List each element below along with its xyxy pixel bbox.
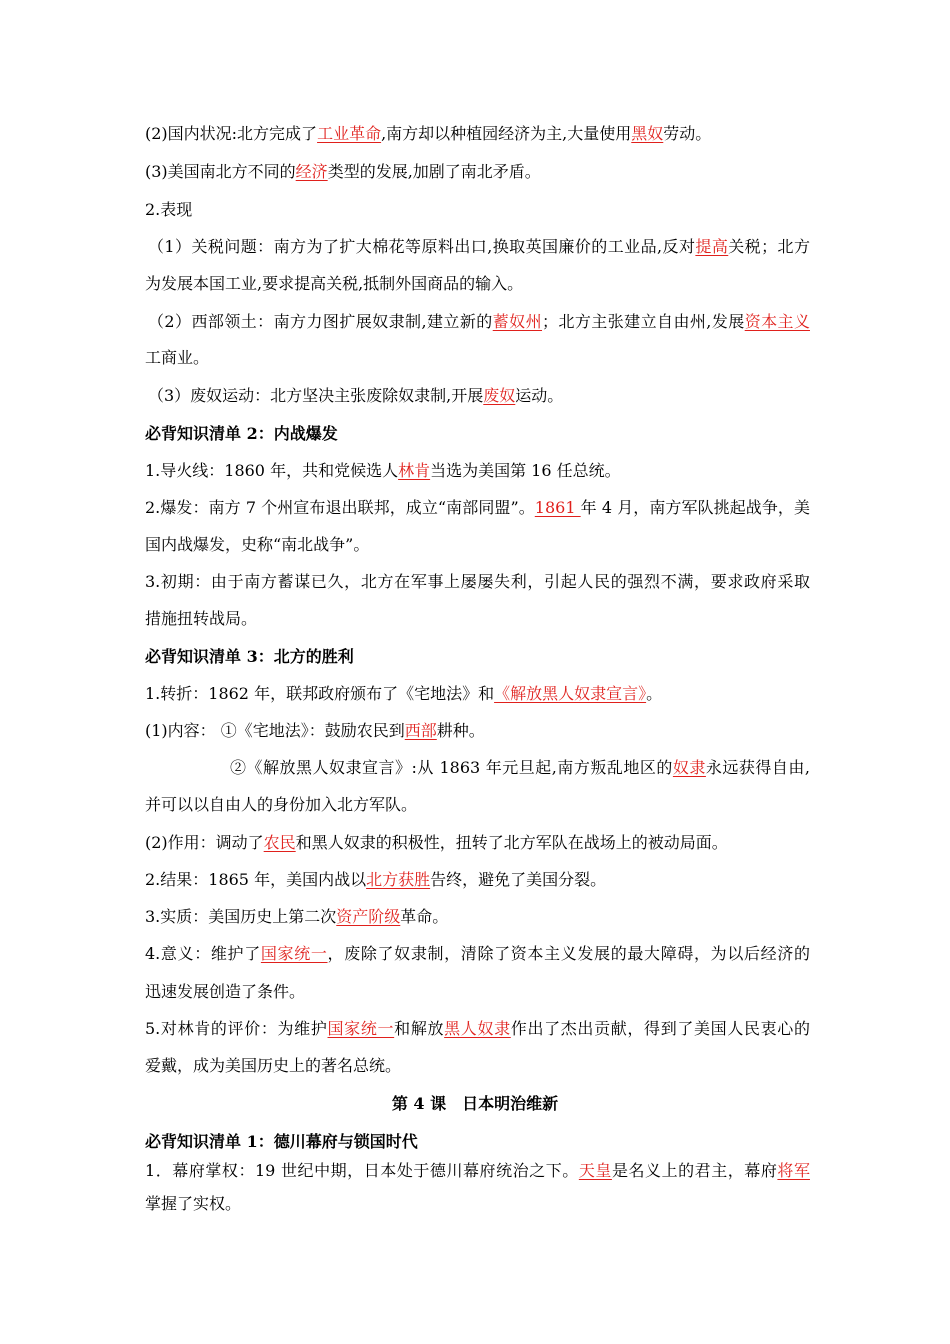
highlighted-term: 北方获胜 [366,870,431,889]
text-segment: 革命。 [400,907,449,926]
text-segment: 1.导火线：1860 年，共和党候选人 [145,461,399,480]
text-line [145,273,810,295]
text-line [145,720,810,742]
text-segment: 年 4 月，南方军队挑起战争，美 [580,498,810,517]
text-segment: 。 [646,684,663,703]
highlighted-term: 西部 [404,721,437,740]
highlighted-term: 经济 [295,162,328,181]
text-segment: （1）关税问题：南方为了扩大棉花等原料出口,换取英国廉价的工业品,反对 [148,237,696,256]
text-line [145,534,810,556]
text-segment: 1．幕府掌权：19 世纪中期，日本处于德川幕府统治之下。 [145,1161,579,1180]
text-segment: (2)作用：调动了 [145,833,264,852]
text-segment: 耕种。 [436,721,485,740]
text-segment: 措施扭转战局。 [145,609,258,628]
text-line [145,906,810,928]
text-segment: 4.意义：维护了 [145,944,261,963]
text-line [0,1093,950,1115]
text-segment: 必背知识清单 3：北方的胜利 [145,647,354,666]
highlighted-term: 黑奴 [631,124,664,143]
highlighted-term: 蓄奴州 [492,312,543,331]
text-segment: （3）废奴运动：北方坚决主张废除奴隶制,开展 [148,386,484,405]
text-segment: 必背知识清单 1：德川幕府与锁国时代 [145,1132,418,1151]
highlighted-term: 国家统一 [327,1019,395,1038]
text-segment: ；北方主张建立自由州,发展 [542,312,745,331]
text-line [145,1131,810,1153]
text-segment: 当选为美国第 16 任总统。 [430,461,621,480]
highlighted-term: 天皇 [578,1161,612,1180]
text-segment: 作出了杰出贡献，得到了美国人民衷心的 [510,1019,810,1038]
highlighted-term: 提高 [695,237,729,256]
text-segment: ,南方却以种植园经济为主,大量使用 [381,124,632,143]
text-line [145,1193,810,1215]
text-line [145,347,810,369]
text-line [145,1018,810,1040]
text-segment: 运动。 [515,386,564,405]
text-segment: 工商业。 [145,348,210,367]
text-line [145,571,810,593]
highlighted-term: 工业革命 [317,124,382,143]
text-segment: （2）西部领土：南方力图扩展奴隶制,建立新的 [148,312,493,331]
highlighted-term: 国家统一 [260,944,328,963]
text-segment: 1.转折：1862 年，联邦政府颁布了《宅地法》和 [145,684,495,703]
text-segment: (1)内容： ①《宅地法》：鼓励农民到 [145,721,405,740]
text-segment: 2.爆发：南方 7 个州宣布退出联邦，成立“南部同盟”。 [145,498,535,517]
text-line [145,832,810,854]
text-line [148,311,810,333]
text-line [145,460,810,482]
highlighted-term: 资产阶级 [336,907,401,926]
highlighted-term: 《解放黑人奴隶宣言》 [494,684,647,703]
highlighted-term: 农民 [263,833,296,852]
text-segment: 5.对林肯的评价：为维护 [145,1019,328,1038]
text-segment: (3)美国南北方不同的 [145,162,296,181]
text-segment: 永远获得自由, [705,758,810,777]
text-segment: 爱戴，成为美国历史上的著名总统。 [145,1056,402,1075]
text-segment: 3.初期：由于南方蓄谋已久，北方在军事上屡屡失利，引起人民的强烈不满，要求政府采取 [145,572,810,591]
text-segment: 和解放 [394,1019,445,1038]
text-line [148,236,810,258]
text-line [145,608,810,630]
text-segment: 和黑人奴隶的积极性，扭转了北方军队在战场上的被动局面。 [295,833,728,852]
text-segment: 第 4 课 日本明治维新 [391,1094,559,1113]
text-segment: 是名义上的君主，幕府 [611,1161,778,1180]
text-segment: ②《解放黑人奴隶宣言》:从 1863 年元旦起,南方叛乱地区的 [230,758,673,777]
text-segment: (2)国内状况:北方完成了 [145,124,318,143]
text-segment: 类型的发展,加剧了南北矛盾。 [327,162,541,181]
text-line [145,1055,810,1077]
text-segment: 告终，避免了美国分裂。 [430,870,607,889]
text-segment: 掌握了实权。 [145,1194,242,1213]
highlighted-term: 黑人奴隶 [444,1019,511,1038]
text-segment: 3.实质：美国历史上第二次 [145,907,337,926]
text-segment: 迅速发展创造了条件。 [145,982,306,1001]
highlighted-term: 林肯 [398,461,431,480]
highlighted-term: 奴隶 [672,758,706,777]
text-line [145,123,810,145]
text-line [230,757,810,779]
text-segment: 劳动。 [663,124,712,143]
highlighted-term: 废奴 [483,386,516,405]
text-segment: 并可以以自由人的身份加入北方军队。 [145,795,418,814]
text-line [145,497,810,519]
text-segment: ，废除了奴隶制，清除了资本主义发展的最大障碍，为以后经济的 [327,944,810,963]
text-line [145,683,810,705]
text-line [145,869,810,891]
text-line [145,943,810,965]
text-segment: 为发展本国工业,要求提高关税,抵制外国商品的输入。 [145,274,524,293]
text-segment: 必背知识清单 2：内战爆发 [145,424,338,443]
text-line [145,423,810,445]
text-segment: 2.表现 [145,200,193,219]
highlighted-term: 资本主义 [744,312,810,331]
text-line [145,1160,810,1182]
text-line [148,385,810,407]
text-segment: 2.结果：1865 年，美国内战以 [145,870,367,889]
text-segment: 国内战爆发，史称“南北战争”。 [145,535,370,554]
text-line [145,646,810,668]
text-line [145,981,810,1003]
text-line [145,794,810,816]
text-line [145,161,810,183]
text-segment: 关税；北方 [728,237,810,256]
highlighted-term: 将军 [777,1161,810,1180]
text-line [145,199,810,221]
highlighted-term: 1861 [534,498,581,517]
